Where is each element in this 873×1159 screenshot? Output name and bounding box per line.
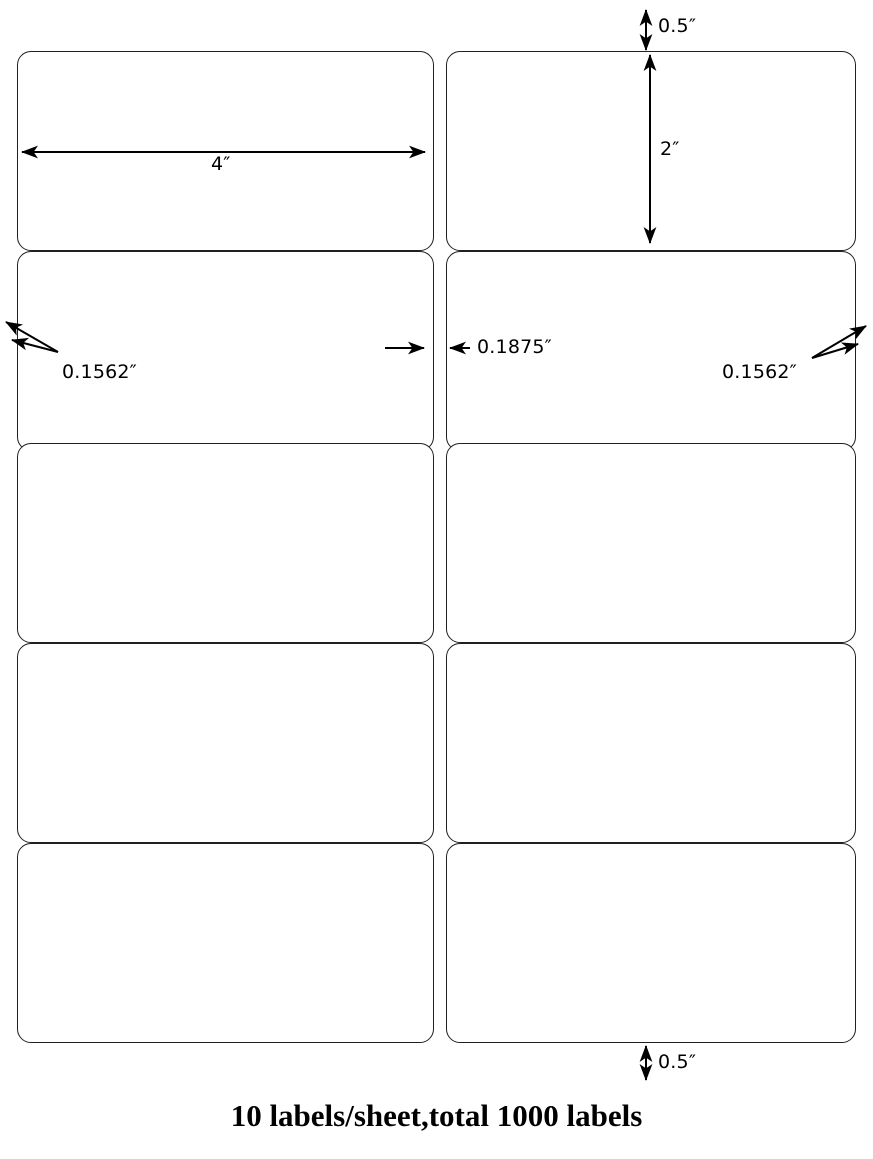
column-gap-label: 0.1875″ xyxy=(477,336,552,358)
label-cell xyxy=(446,643,856,843)
label-cell xyxy=(446,843,856,1043)
top-margin-label: 0.5″ xyxy=(658,15,697,37)
label-cell xyxy=(17,843,434,1043)
sheet-caption: 10 labels/sheet,total 1000 labels xyxy=(230,1098,643,1133)
right-margin-label: 0.1562″ xyxy=(722,361,797,383)
label-cell xyxy=(446,51,856,251)
left-margin-label: 0.1562″ xyxy=(62,361,137,383)
label-cell xyxy=(17,251,434,451)
label-width-label: 4″ xyxy=(211,153,231,175)
label-cell xyxy=(17,443,434,643)
label-height-label: 2″ xyxy=(660,138,680,160)
bottom-margin-label: 0.5″ xyxy=(658,1051,697,1073)
label-cell xyxy=(446,443,856,643)
label-cell xyxy=(17,643,434,843)
label-cell xyxy=(17,51,434,251)
